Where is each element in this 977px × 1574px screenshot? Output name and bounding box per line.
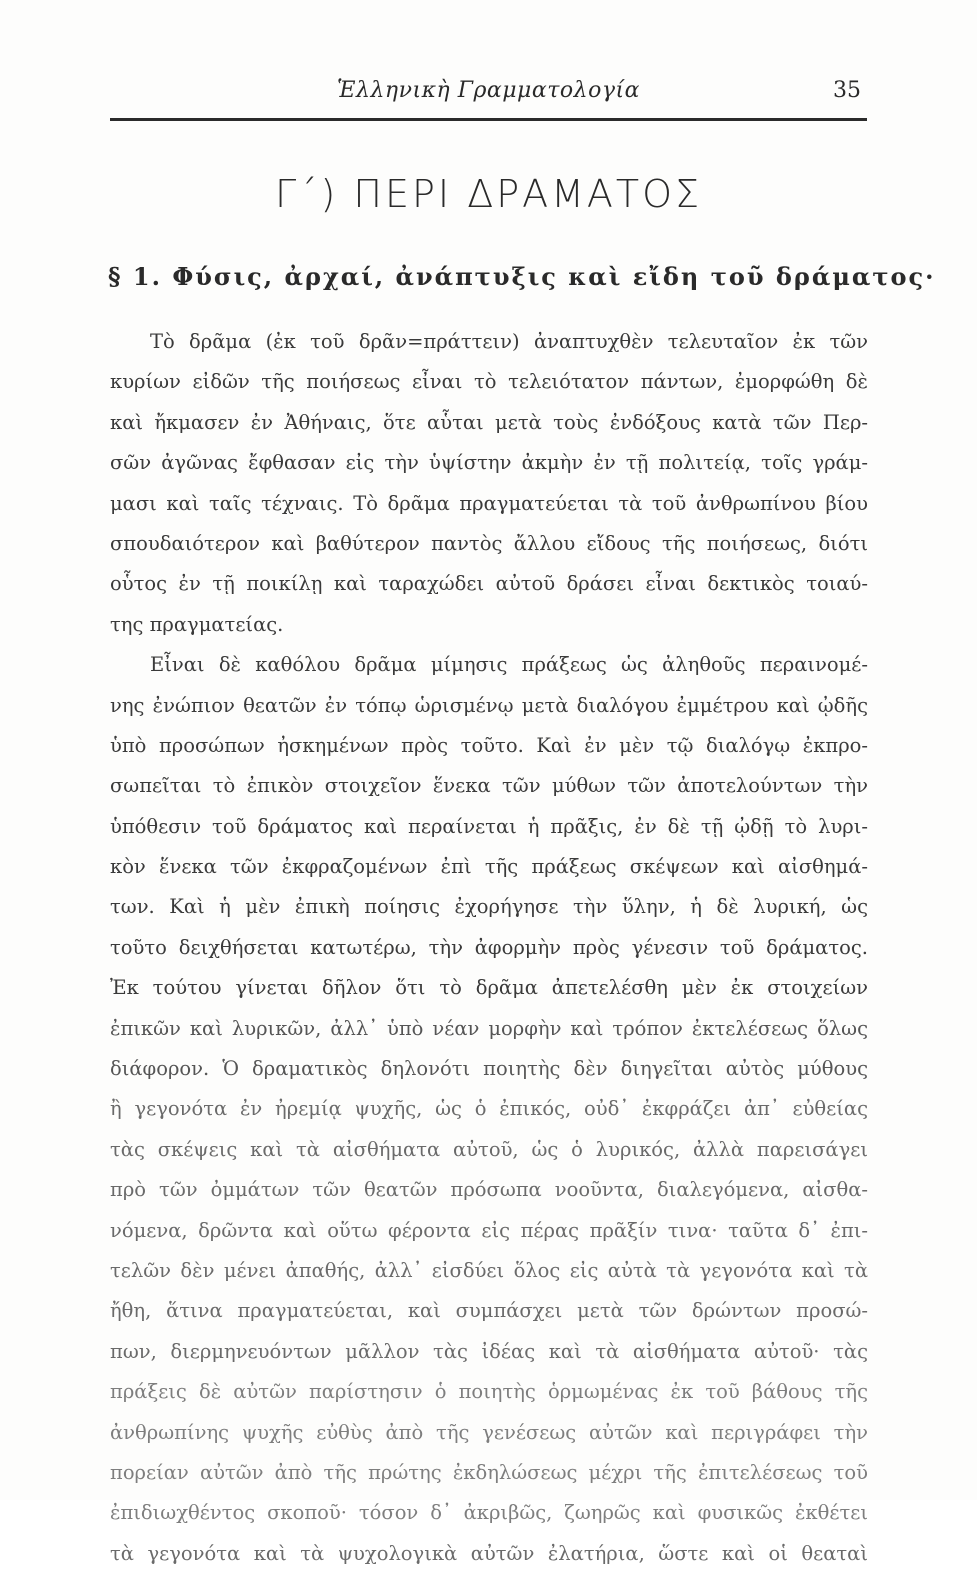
text-line: ἐπιδιωχθέντος σκοποῦ· τόσον δ᾽ ἀκριβῶς, ζωηρῶς καὶ φυσικῶς ἐκθέτει [110, 1501, 868, 1525]
text-line: κυρίων εἰδῶν τῆς ποιήσεως εἶναι τὸ τελειότατον πάντων, ἐμορφώθη δὲ [110, 370, 868, 394]
text-line: των. Καὶ ἡ μὲν ἐπικὴ ποίησις ἐχορήγησε τὴν ὕλην, ἡ δὲ λυρική, ὡς [110, 895, 868, 919]
text-line: πράξεις δὲ αὐτῶν παρίστησιν ὁ ποιητὴς ὁρμωμένας ἐκ τοῦ βάθους τῆς [110, 1380, 868, 1404]
running-head [110, 72, 867, 112]
text-line: διάφορον. Ὁ δραματικὸς δηλονότι ποιητὴς δὲν διηγεῖται αὐτὸς μύθους [110, 1057, 868, 1081]
text-line: νόμενα, δρῶντα καὶ οὕτω φέροντα εἰς πέρας πρᾶξίν τινα· ταῦτα δ᾽ ἐπι- [110, 1218, 868, 1242]
text-line: Τὸ δρᾶμα (ἐκ τοῦ δρᾶν=πράττειν) ἀναπτυχθὲν τελευταῖον ἐκ τῶν [150, 330, 868, 353]
section-heading: § 1. Φύσις, ἀρχαί, ἀνάπτυξις καὶ εἴδη τοῦ δράματος· [108, 262, 936, 291]
text-line: τὰς σκέψεις καὶ τὰ αἰσθήματα αὐτοῦ, ὡς ὁ λυρικός, ἀλλὰ παρεισάγει [110, 1137, 868, 1161]
text-line: ἢ γεγονότα ἐν ἠρεμίᾳ ψυχῆς, ὡς ὁ ἐπικός, οὐδ᾽ ἐκφράζει ἀπ᾽ εὐθείας [110, 1097, 868, 1121]
text-line: καὶ ἤκμασεν ἐν Ἀθήναις, ὅτε αὗται μετὰ τοὺς ἐνδόξους κατὰ τῶν Περ- [110, 410, 868, 434]
header-rule [110, 118, 867, 121]
page-number: 35 [833, 78, 861, 103]
chapter-title: Γ΄) ΠΕΡΙ ΔΡΑΜΑΤΟΣ [274, 172, 703, 216]
body-text [110, 322, 868, 1574]
running-title: Ἑλληνικὴ Γραμματολογία [337, 78, 640, 103]
text-line: οὗτος ἐν τῇ ποικίλῃ καὶ ταραχώδει αὐτοῦ δράσει εἶναι δεκτικὸς τοιαύ- [110, 572, 868, 596]
text-line: Εἶναι δὲ καθόλου δρᾶμα μίμησις πράξεως ὡς ἀληθοῦς περαινομέ- [150, 653, 868, 677]
text-line: της πραγματείας. [110, 612, 284, 636]
text-line: τοῦτο δειχθήσεται κατωτέρω, τὴν ἀφορμὴν πρὸς γένεσιν τοῦ δράματος. [110, 935, 868, 959]
text-line: νης ἐνώπιον θεατῶν ἐν τόπῳ ὡρισμένῳ μετὰ διαλόγου ἐμμέτρου καὶ ᾠδῆς [110, 693, 868, 717]
text-line: ἀνθρωπίνης ψυχῆς εὐθὺς ἀπὸ τῆς γενέσεως αὐτῶν καὶ περιγράφει τὴν [110, 1420, 868, 1444]
text-line: μασι καὶ ταῖς τέχναις. Τὸ δρᾶμα πραγματεύεται τὰ τοῦ ἀνθρωπίνου βίου [110, 491, 868, 515]
text-line: πορείαν αὐτῶν ἀπὸ τῆς πρώτης ἐκδηλώσεως μέχρι τῆς ἐπιτελέσεως τοῦ [110, 1460, 868, 1484]
text-line: πων, διερμηνευόντων μᾶλλον τὰς ἰδέας καὶ τὰ αἰσθήματα αὐτοῦ· τὰς [110, 1339, 868, 1363]
text-line: ὑπὸ προσώπων ἠσκημένων πρὸς τοῦτο. Καὶ ἐν μὲν τῷ διαλόγῳ ἐκπρο- [110, 733, 868, 757]
text-line: κὸν ἕνεκα τῶν ἐκφραζομένων ἐπὶ τῆς πράξεως σκέψεων καὶ αἰσθημά- [110, 855, 868, 879]
text-line: τελῶν δὲν μένει ἀπαθής, ἀλλ᾽ εἰσδύει ὅλος εἰς αὐτὰ τὰ γεγονότα καὶ τὰ [110, 1258, 868, 1282]
text-line: ἤθη, ἅτινα πραγματεύεται, καὶ συμπάσχει μετὰ τῶν δρώντων προσώ- [110, 1299, 868, 1323]
text-line: ὑπόθεσιν τοῦ δράματος καὶ περαίνεται ἡ πρᾶξις, ἐν δὲ τῇ ᾠδῇ τὸ λυρι- [110, 814, 868, 838]
text-line: σωπεῖται τὸ ἐπικὸν στοιχεῖον ἕνεκα τῶν μύθων τῶν ἀποτελούντων τὴν [110, 774, 868, 798]
text-line: σπουδαιότερον καὶ βαθύτερον παντὸς ἄλλου εἴδους τῆς ποιήσεως, διότι [110, 531, 868, 555]
text-line: σῶν ἀγῶνας ἔφθασαν εἰς τὴν ὑψίστην ἀκμὴν ἐν τῇ πολιτείᾳ, τοῖς γράμ- [110, 451, 868, 475]
text-line: τὰ γεγονότα καὶ τὰ ψυχολογικὰ αὐτῶν ἐλατήρια, ὥστε καὶ οἱ θεαταὶ [110, 1541, 868, 1565]
text-line: Ἐκ τούτου γίνεται δῆλον ὅτι τὸ δρᾶμα ἀπετελέσθη μὲν ἐκ στοιχείων [110, 976, 868, 1000]
text-line: ἐπικῶν καὶ λυρικῶν, ἀλλ᾽ ὑπὸ νέαν μορφὴν καὶ τρόπον ἐκτελέσεως ὅλως [110, 1016, 868, 1040]
text-line: πρὸ τῶν ὀμμάτων τῶν θεατῶν πρόσωπα νοοῦντα, διαλεγόμενα, αἰσθα- [110, 1178, 868, 1202]
